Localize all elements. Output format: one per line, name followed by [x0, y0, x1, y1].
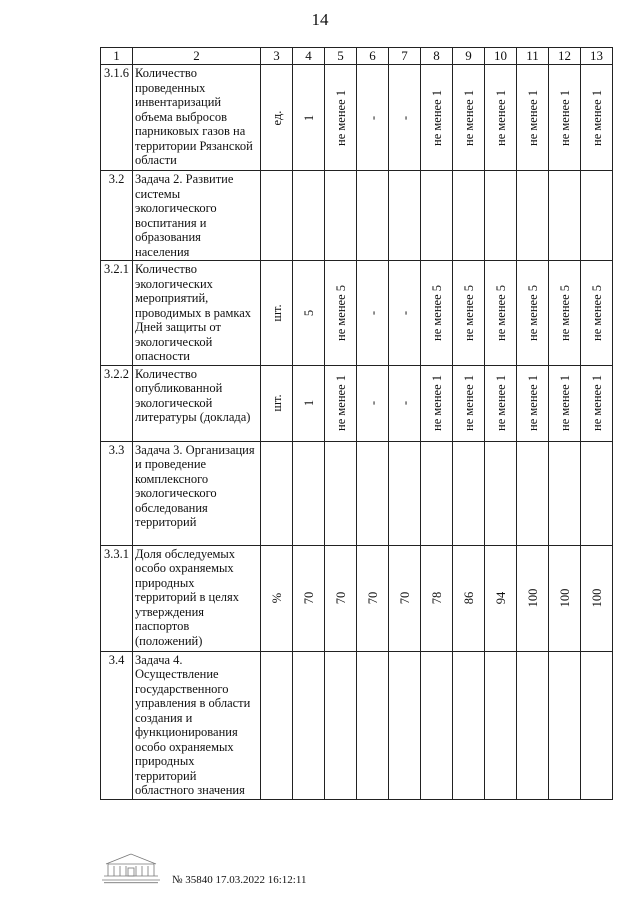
value-text: не менее 5	[461, 284, 476, 341]
empty-cell	[261, 651, 293, 799]
value-cell	[453, 261, 485, 366]
empty-cell	[293, 171, 325, 261]
table-row	[101, 171, 613, 261]
empty-cell	[581, 441, 613, 545]
value-cell	[421, 365, 453, 441]
value-cell	[357, 65, 389, 171]
value-text: -	[365, 400, 380, 406]
empty-cell	[453, 441, 485, 545]
header-cell: 3	[261, 48, 293, 65]
value-cell	[485, 365, 517, 441]
row-description: Количество экологических мероприятий, проводимых в рамках Дней защиты от экологической опасности	[133, 261, 261, 366]
table-row	[101, 261, 613, 366]
value-text: не менее 1	[461, 375, 476, 431]
empty-cell	[549, 441, 581, 545]
header-cell: 8	[421, 48, 453, 65]
value-cell	[453, 545, 485, 651]
value-cell	[581, 365, 613, 441]
table-row	[101, 65, 613, 171]
row-number: 3.2.1	[101, 261, 133, 366]
header-cell: 4	[293, 48, 325, 65]
value-text: не менее 1	[493, 89, 508, 146]
row-description: Задача 2. Развитие системы экологического воспитания и образования населения	[133, 171, 261, 261]
value-text: 70	[397, 591, 412, 605]
empty-cell	[485, 171, 517, 261]
value-cell	[517, 365, 549, 441]
empty-cell	[549, 171, 581, 261]
row-description: Количество опубликованной экологической литературы (доклада)	[133, 365, 261, 441]
unit-text: шт.	[269, 394, 284, 412]
value-cell	[517, 261, 549, 366]
row-description: Задача 4. Осуществление государственного управления в области создания и функционирования особо охраняемых природных территорий областного значения	[133, 651, 261, 799]
header-cell: 10	[485, 48, 517, 65]
value-text: не менее 1	[557, 89, 572, 146]
registration-number: № 35840 17.03.2022 16:12:11	[172, 874, 307, 886]
value-cell	[325, 545, 357, 651]
row-number: 3.4	[101, 651, 133, 799]
header-cell: 13	[581, 48, 613, 65]
header-cell: 5	[325, 48, 357, 65]
value-text: 5	[301, 309, 316, 316]
empty-cell	[485, 441, 517, 545]
value-text: 1	[301, 114, 316, 121]
empty-cell	[517, 441, 549, 545]
empty-cell	[261, 441, 293, 545]
empty-cell	[517, 171, 549, 261]
value-cell	[549, 365, 581, 441]
value-text: 86	[461, 591, 476, 605]
value-cell	[357, 261, 389, 366]
value-text: 94	[493, 591, 508, 605]
value-cell	[421, 545, 453, 651]
row-number: 3.2	[101, 171, 133, 261]
value-cell	[293, 261, 325, 366]
empty-cell	[421, 441, 453, 545]
header-cell: 6	[357, 48, 389, 65]
header-cell: 9	[453, 48, 485, 65]
value-text: не менее 5	[333, 284, 348, 341]
value-cell	[581, 545, 613, 651]
table-row	[101, 545, 613, 651]
value-cell	[325, 261, 357, 366]
row-number: 3.1.6	[101, 65, 133, 171]
value-cell	[389, 545, 421, 651]
header-cell: 1	[101, 48, 133, 65]
row-description: Количество проведенных инвентаризаций объема выбросов парниковых газов на территории Рязанской области	[133, 65, 261, 171]
empty-cell	[549, 651, 581, 799]
value-text: 100	[525, 588, 540, 608]
empty-cell	[581, 171, 613, 261]
empty-cell	[421, 171, 453, 261]
header-cell: 11	[517, 48, 549, 65]
empty-cell	[421, 651, 453, 799]
value-cell	[581, 65, 613, 171]
value-cell	[517, 545, 549, 651]
value-text: не менее 5	[557, 284, 572, 341]
empty-cell	[325, 651, 357, 799]
unit-text: %	[269, 592, 284, 604]
unit-cell	[261, 365, 293, 441]
empty-cell	[389, 171, 421, 261]
value-cell	[549, 65, 581, 171]
page-number: 14	[311, 10, 329, 29]
value-text: 78	[429, 591, 444, 605]
header-cell: 7	[389, 48, 421, 65]
unit-text: шт.	[269, 304, 284, 322]
value-text: 70	[301, 591, 316, 605]
value-text: не менее 5	[525, 284, 540, 341]
document-footer	[100, 850, 420, 890]
value-text: не менее 1	[429, 89, 444, 146]
value-cell	[389, 261, 421, 366]
table-row	[101, 365, 613, 441]
value-cell	[325, 365, 357, 441]
table-row	[101, 651, 613, 799]
empty-cell	[293, 651, 325, 799]
value-text: 100	[589, 588, 604, 608]
value-text: -	[397, 400, 412, 406]
value-cell	[421, 65, 453, 171]
indicators-table	[100, 47, 613, 800]
empty-cell	[581, 651, 613, 799]
value-cell	[389, 365, 421, 441]
value-cell	[325, 65, 357, 171]
row-number: 3.2.2	[101, 365, 133, 441]
value-cell	[357, 365, 389, 441]
value-cell	[517, 65, 549, 171]
value-cell	[389, 65, 421, 171]
value-text: 70	[365, 591, 380, 605]
unit-text: ед.	[269, 110, 284, 125]
value-cell	[581, 261, 613, 366]
row-number: 3.3.1	[101, 545, 133, 651]
value-text: не менее 1	[333, 375, 348, 431]
value-text: не менее 1	[429, 375, 444, 431]
value-text: не менее 1	[589, 89, 604, 146]
row-number: 3.3	[101, 441, 133, 545]
empty-cell	[325, 171, 357, 261]
value-text: не менее 5	[589, 284, 604, 341]
value-text: -	[397, 310, 412, 315]
value-cell	[485, 65, 517, 171]
building-stamp-icon	[100, 850, 162, 886]
value-cell	[421, 261, 453, 366]
value-text: не менее 1	[525, 89, 540, 146]
empty-cell	[453, 651, 485, 799]
value-text: -	[365, 115, 380, 120]
value-text: не менее 1	[493, 375, 508, 431]
value-text: не менее 1	[557, 375, 572, 431]
value-cell	[293, 65, 325, 171]
empty-cell	[485, 651, 517, 799]
unit-cell	[261, 545, 293, 651]
unit-cell	[261, 65, 293, 171]
unit-cell	[261, 261, 293, 366]
value-text: -	[365, 310, 380, 315]
value-cell	[549, 261, 581, 366]
value-text: 1	[301, 399, 316, 407]
empty-cell	[325, 441, 357, 545]
empty-cell	[261, 171, 293, 261]
value-text: не менее 1	[525, 375, 540, 431]
empty-cell	[389, 441, 421, 545]
value-text: 70	[333, 591, 348, 605]
row-description: Доля обследуемых особо охраняемых природных территорий в целях утверждения паспортов (положений)	[133, 545, 261, 651]
empty-cell	[453, 171, 485, 261]
value-cell	[357, 545, 389, 651]
empty-cell	[357, 651, 389, 799]
value-cell	[485, 545, 517, 651]
value-text: не менее 5	[429, 284, 444, 341]
table-header-row	[101, 48, 613, 65]
row-description: Задача 3. Организация и проведение комплексного экологического обследования территорий	[133, 441, 261, 545]
empty-cell	[389, 651, 421, 799]
empty-cell	[357, 171, 389, 261]
value-cell	[453, 365, 485, 441]
empty-cell	[293, 441, 325, 545]
value-cell	[293, 365, 325, 441]
value-cell	[485, 261, 517, 366]
empty-cell	[517, 651, 549, 799]
table-row	[101, 441, 613, 545]
header-cell: 2	[133, 48, 261, 65]
value-text: не менее 1	[461, 89, 476, 146]
empty-cell	[357, 441, 389, 545]
value-cell	[549, 545, 581, 651]
value-text: не менее 1	[333, 89, 348, 146]
value-cell	[293, 545, 325, 651]
value-cell	[453, 65, 485, 171]
value-text: -	[397, 115, 412, 120]
value-text: 100	[557, 588, 572, 608]
value-text: не менее 1	[589, 375, 604, 431]
value-text: не менее 5	[493, 284, 508, 341]
header-cell: 12	[549, 48, 581, 65]
